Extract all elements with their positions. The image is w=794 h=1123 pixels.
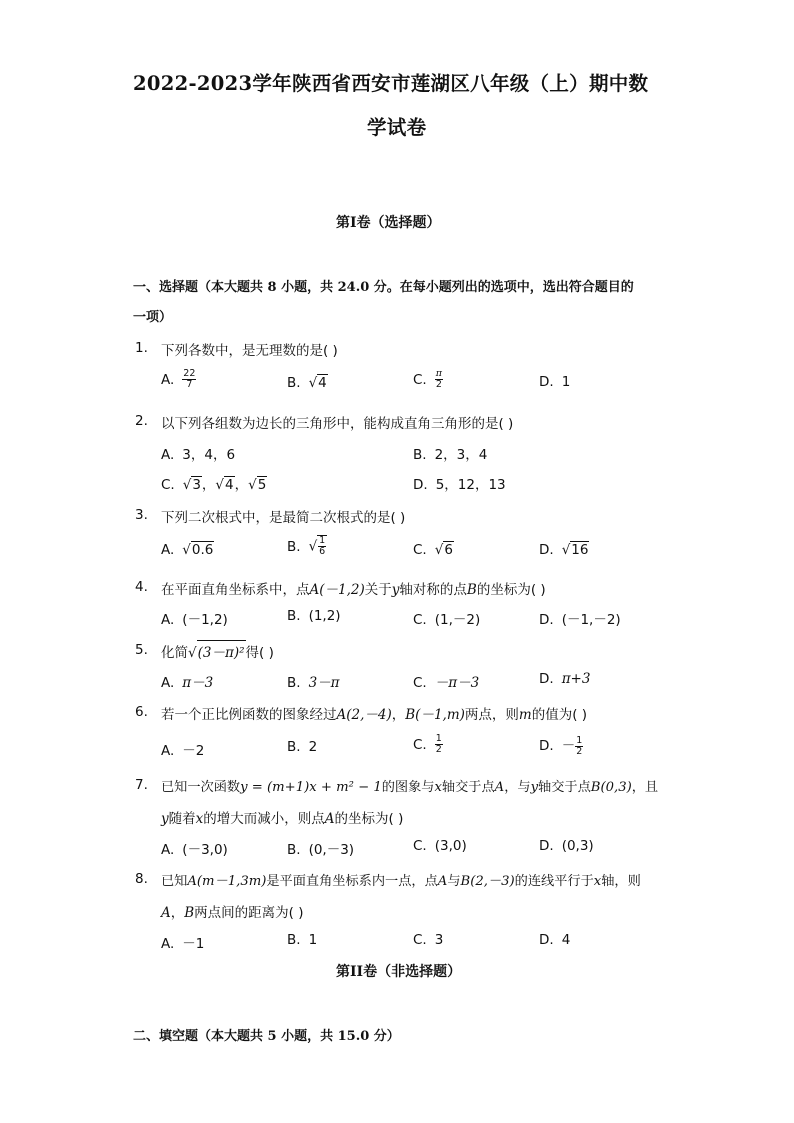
question-number: 3. — [135, 507, 148, 523]
option-a — [161, 932, 204, 952]
stem-text: ， — [170, 905, 185, 921]
stem-text: 化简 — [161, 645, 188, 661]
stem-text: 轴对称的点 — [399, 582, 467, 598]
radicand: 0.6 — [191, 542, 214, 558]
option-b — [287, 671, 340, 691]
option-text: 3 — [434, 932, 444, 948]
variable-a: A — [494, 780, 505, 795]
radicand: 3 — [192, 477, 201, 493]
stem-text: 两点间的距离为( ) — [194, 905, 304, 921]
option-label: A. — [161, 542, 175, 558]
option-text: 3－π — [308, 675, 340, 691]
radicand: 4 — [318, 375, 327, 391]
option-label: B. — [287, 932, 301, 948]
variable-x: x — [195, 811, 204, 827]
variable-x: x — [434, 780, 442, 795]
numerator: π — [435, 368, 442, 379]
page-title-line1: 2022-2023学年陕西省西安市莲湖区八年级（上）期中数 — [133, 72, 649, 95]
question-stem-line1 — [161, 870, 641, 889]
section-one-instructions-line2: 一项） — [133, 310, 173, 325]
variable-a: A — [324, 811, 335, 827]
option-d — [539, 671, 590, 687]
option-c — [413, 671, 479, 691]
option-label: A. — [161, 612, 175, 628]
option-label: B. — [287, 608, 301, 624]
stem-text: ，与 — [504, 780, 531, 795]
question-stem — [161, 578, 546, 598]
option-text: (－1,2) — [182, 612, 228, 628]
variable-m: m — [518, 707, 532, 723]
numerator: 22 — [183, 368, 196, 379]
section-one-instructions-line1: 一、选择题（本大题共 8 小题，共 24.0 分。在每小题列出的选项中，选出符合题目的 — [133, 280, 634, 295]
option-label: C. — [413, 736, 427, 753]
square-root: √6 — [434, 542, 453, 558]
variable-y: y — [530, 780, 539, 795]
page-title-line2: 学试卷 — [367, 116, 427, 139]
stem-text: 已知 — [161, 874, 188, 889]
variable-a: A — [161, 905, 171, 921]
option-label: B. — [287, 739, 301, 755]
option-label: A. — [161, 371, 175, 388]
square-root: √0.6 — [182, 542, 214, 558]
question-number: 7. — [135, 777, 148, 793]
stem-text: 关于 — [364, 582, 392, 598]
option-c — [413, 734, 443, 755]
option-a — [161, 838, 228, 858]
option-text: 1 — [308, 932, 318, 948]
stem-text: 随着 — [168, 811, 196, 827]
option-label: D. — [539, 612, 554, 628]
stem-text: 的连线平行于 — [514, 874, 594, 889]
option-label: C. — [413, 932, 427, 948]
question-stem: 以下列各组数为边长的三角形中，能构成直角三角形的是( ) — [161, 416, 514, 432]
question-number: 6. — [135, 704, 148, 720]
option-label: C. — [413, 612, 427, 628]
option-text: (－1,－2) — [561, 612, 621, 628]
option-text: －2 — [182, 743, 205, 759]
stem-text: ，且 — [631, 780, 659, 795]
variable-y: y — [391, 582, 400, 598]
question-stem-line2 — [161, 807, 403, 827]
function-expression: y = (m+1)x + m² − 1 — [240, 780, 382, 795]
fraction — [182, 369, 196, 390]
question-number: 8. — [135, 871, 148, 887]
denominator: 2 — [435, 379, 442, 390]
stem-text: 若一个正比例函数的图象经过 — [161, 707, 337, 723]
variable-a: A — [437, 874, 448, 889]
option-label: C. — [161, 477, 175, 493]
option-label: B. — [287, 538, 301, 555]
question-stem — [161, 640, 274, 661]
stem-text: 轴交于点 — [538, 780, 591, 795]
option-text: (－3,0) — [182, 842, 228, 858]
option-text: －1 — [182, 936, 205, 952]
question-number: 2. — [135, 413, 148, 429]
fraction — [575, 736, 583, 757]
option-label: A. — [161, 743, 175, 759]
question-stem: 下列各数中，是无理数的是( ) — [161, 343, 338, 359]
denominator: 7 — [186, 379, 193, 390]
part-one-heading: 第I卷（选择题） — [336, 215, 441, 231]
option-d — [413, 473, 506, 493]
option-d — [539, 932, 570, 948]
option-d — [539, 541, 589, 558]
option-label: A. — [161, 842, 175, 858]
point-b-expression: B(2,－3) — [460, 874, 515, 889]
option-label: A. — [161, 936, 175, 952]
denominator: 2 — [435, 744, 442, 755]
question-stem — [161, 703, 587, 723]
option-text: －π－3 — [434, 675, 480, 691]
option-label: B. — [287, 842, 301, 858]
option-d — [539, 608, 621, 628]
option-a — [161, 369, 196, 390]
point-b-expression: B(0,3) — [590, 780, 632, 795]
option-b — [413, 443, 487, 463]
stem-text: 已知一次函数 — [161, 780, 241, 795]
denominator: 6 — [319, 546, 326, 557]
option-label: B. — [287, 375, 301, 391]
option-d — [539, 374, 570, 390]
option-a — [161, 739, 204, 759]
option-c: C. √3，√4，√5 — [161, 477, 267, 493]
option-b — [287, 608, 341, 624]
radicand: 6 — [444, 542, 453, 558]
option-text: π－3 — [182, 675, 214, 691]
option-label: C. — [413, 371, 427, 388]
option-text: 2，3，4 — [434, 447, 488, 463]
option-d — [539, 838, 594, 854]
square-root: √5 — [248, 477, 267, 493]
point-a-expression: A(2,－4) — [336, 707, 392, 723]
point-a-expression: A(m－1,3m) — [187, 874, 267, 889]
stem-text: 的图象与 — [381, 780, 435, 795]
stem-text: 轴，则 — [601, 874, 641, 889]
option-label: D. — [539, 374, 554, 390]
option-a — [161, 671, 213, 691]
option-c — [413, 541, 454, 558]
stem-text: 在平面直角坐标系中，点 — [161, 582, 310, 598]
variable-y: y — [161, 811, 169, 827]
part-two-heading: 第II卷（非选择题） — [336, 964, 462, 980]
minus-sign: － — [561, 738, 576, 754]
radicand — [317, 535, 327, 557]
radicand: 16 — [571, 542, 589, 558]
option-text: 4 — [561, 932, 571, 948]
option-text: (3,0) — [434, 838, 467, 854]
option-a — [161, 443, 235, 463]
variable-b: B — [184, 905, 195, 921]
option-a — [161, 608, 228, 628]
variable-x: x — [593, 874, 602, 889]
option-text: 1 — [561, 374, 571, 390]
point-a-expression: A(－1,2) — [309, 582, 365, 598]
option-c — [413, 838, 467, 854]
stem-text: 的增大而减小，则点 — [203, 811, 325, 827]
numerator: 1 — [435, 733, 442, 744]
question-stem: 下列二次根式中，是最简二次根式的是( ) — [161, 510, 406, 526]
question-number: 4. — [135, 579, 148, 595]
option-text: 3，4，6 — [182, 447, 236, 463]
option-label: D. — [539, 738, 554, 754]
radicand: 4 — [225, 477, 234, 493]
question-stem-line1 — [161, 776, 658, 795]
option-a — [161, 541, 214, 558]
option-label: A. — [161, 447, 175, 463]
option-text: (1,2) — [308, 608, 341, 624]
option-label: D. — [539, 838, 554, 854]
question-stem-line2 — [161, 901, 304, 921]
stem-text: 的坐标为( ) — [476, 582, 546, 598]
option-text: (0,3) — [561, 838, 594, 854]
option-b — [287, 838, 354, 858]
stem-text: 是平面直角坐标系内一点，点 — [266, 874, 438, 889]
stem-text: ， — [391, 707, 406, 723]
stem-text: 与 — [447, 874, 461, 889]
option-text: (0,－3) — [308, 842, 355, 858]
numerator: 1 — [319, 535, 326, 546]
square-root: √16 — [561, 542, 589, 558]
option-label: C. — [413, 542, 427, 558]
option-label: D. — [539, 671, 554, 687]
option-text: π+3 — [561, 671, 591, 687]
square-root: √4 — [308, 375, 327, 391]
fraction — [435, 369, 443, 390]
option-label: A. — [161, 675, 175, 691]
question-number: 5. — [135, 642, 148, 658]
option-text: 5，12，13 — [435, 477, 506, 493]
stem-text: 的坐标为( ) — [334, 811, 404, 827]
point-b-expression: B(－1,m) — [405, 707, 465, 723]
stem-text: 轴交于点 — [441, 780, 495, 795]
option-c — [413, 932, 443, 948]
option-text: 2 — [308, 739, 318, 755]
stem-text: 得( ) — [245, 645, 274, 661]
option-c — [413, 608, 480, 628]
section-two-instructions: 二、填空题（本大题共 5 小题，共 15.0 分） — [133, 1029, 400, 1044]
option-label: C. — [413, 675, 427, 691]
denominator: 2 — [576, 745, 583, 757]
fraction — [435, 734, 443, 755]
square-root: √ $\frac{1}{6}$ — [308, 535, 326, 557]
option-b — [287, 739, 317, 755]
option-label: C. — [413, 838, 427, 854]
option-label: D. — [539, 542, 554, 558]
square-root: √4 — [215, 477, 234, 493]
option-label: D. — [413, 477, 428, 493]
option-b — [287, 535, 327, 557]
option-b — [287, 932, 317, 948]
option-b — [287, 374, 328, 391]
stem-text: 的值为( ) — [531, 707, 588, 723]
fraction — [318, 536, 326, 557]
option-d — [539, 734, 583, 757]
variable-b: B — [466, 582, 477, 598]
radicand: (3－π)² — [197, 640, 246, 661]
option-label: B. — [413, 447, 427, 463]
question-number: 1. — [135, 340, 148, 356]
option-label: B. — [287, 675, 301, 691]
square-root: √3 — [182, 477, 201, 493]
option-text: (1,－2) — [434, 612, 481, 628]
square-root: √(3－π)² — [188, 640, 246, 661]
option-label: D. — [539, 932, 554, 948]
radicand: 5 — [257, 477, 267, 493]
numerator: 1 — [576, 734, 583, 746]
option-c — [413, 369, 443, 390]
stem-text: 两点，则 — [464, 707, 519, 723]
